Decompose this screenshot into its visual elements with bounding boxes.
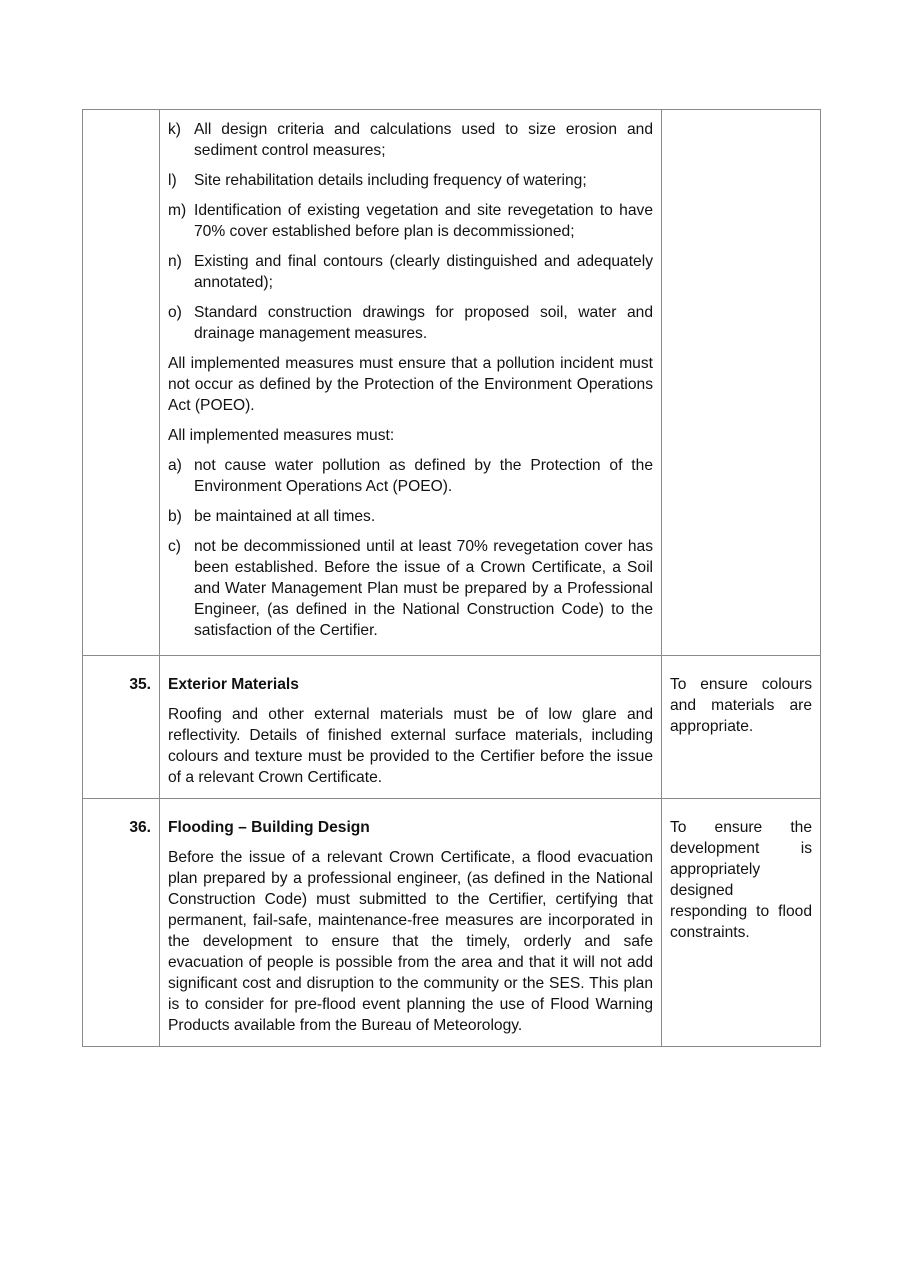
item-text: Existing and final contours (clearly distinguished and adequately annotated); (194, 253, 653, 291)
condition-number: 35. (83, 656, 160, 799)
paragraph: All implemented measures must: (168, 427, 395, 444)
item-label: n) (168, 253, 182, 270)
condition-body-cell (160, 799, 662, 1047)
condition-reason: To ensure colours and materials are appropriate. (662, 656, 821, 799)
condition-text: Roofing and other external materials must be of low glare and reflectivity. Details of finished external surface materials, including colours and texture must be provided to the Certifier before the issue of a relevant Crown Certificate. (168, 706, 653, 786)
list-item (168, 302, 653, 344)
list-item (168, 200, 653, 242)
list-item (168, 251, 653, 293)
item-text: be maintained at all times. (194, 508, 376, 525)
item-text: not cause water pollution as defined by the Protection of the Environment Operations Act (POEO). (194, 457, 653, 495)
condition-title: Exterior Materials (168, 676, 299, 693)
item-label: o) (168, 304, 182, 321)
list-item (168, 119, 653, 161)
table-row (83, 110, 821, 656)
condition-number-cell (83, 110, 160, 656)
item-label: k) (168, 121, 181, 138)
item-label: c) (168, 538, 181, 555)
item-label: b) (168, 508, 182, 525)
list-item (168, 536, 653, 641)
condition-reason: To ensure the development is appropriately designed responding to flood constraints. (662, 799, 821, 1047)
conditions-table (82, 109, 821, 1047)
table-row (83, 799, 821, 1047)
list-item (168, 455, 653, 497)
item-label: l) (168, 172, 177, 189)
item-label: a) (168, 457, 182, 474)
paragraph: All implemented measures must ensure that a pollution incident must not occur as defined by the Protection of the Environment Operations Act (POEO). (168, 355, 653, 414)
item-label: m) (168, 202, 187, 219)
item-text: All design criteria and calculations used to size erosion and sediment control measures; (194, 121, 653, 159)
condition-number: 36. (83, 799, 160, 1047)
condition-body-cell (160, 656, 662, 799)
list-item (168, 506, 653, 527)
table-row (83, 656, 821, 799)
condition-reason-cell (662, 110, 821, 656)
condition-title: Flooding – Building Design (168, 819, 370, 836)
item-text: not be decommissioned until at least 70% revegetation cover has been established. Before the issue of a Crown Certificate, a Soil and Water Management Plan must be prepared by a Professional Engineer, (as defined in the National Construction Code) to the satisfaction of the Certifier. (194, 538, 653, 639)
item-text: Standard construction drawings for proposed soil, water and drainage management measures. (194, 304, 653, 342)
item-text: Site rehabilitation details including frequency of watering; (194, 172, 587, 189)
list-item (168, 170, 653, 191)
item-text: Identification of existing vegetation and site revegetation to have 70% cover established before plan is decommissioned; (194, 202, 653, 240)
condition-body-cell (160, 110, 662, 656)
condition-text: Before the issue of a relevant Crown Certificate, a flood evacuation plan prepared by a professional engineer, (as defined in the National Construction Code) must submitted to the Certifier, certifying that permanent, fail-safe, maintenance-free measures are incorporated in the development to ensure that the timely, orderly and safe evacuation of people is possible from the area and that it will not add significant cost and disruption to the community or the SES. This plan is to consider for pre-flood event planning the use of Flood Warning Products available from the Bureau of Meteorology. (168, 849, 653, 1034)
